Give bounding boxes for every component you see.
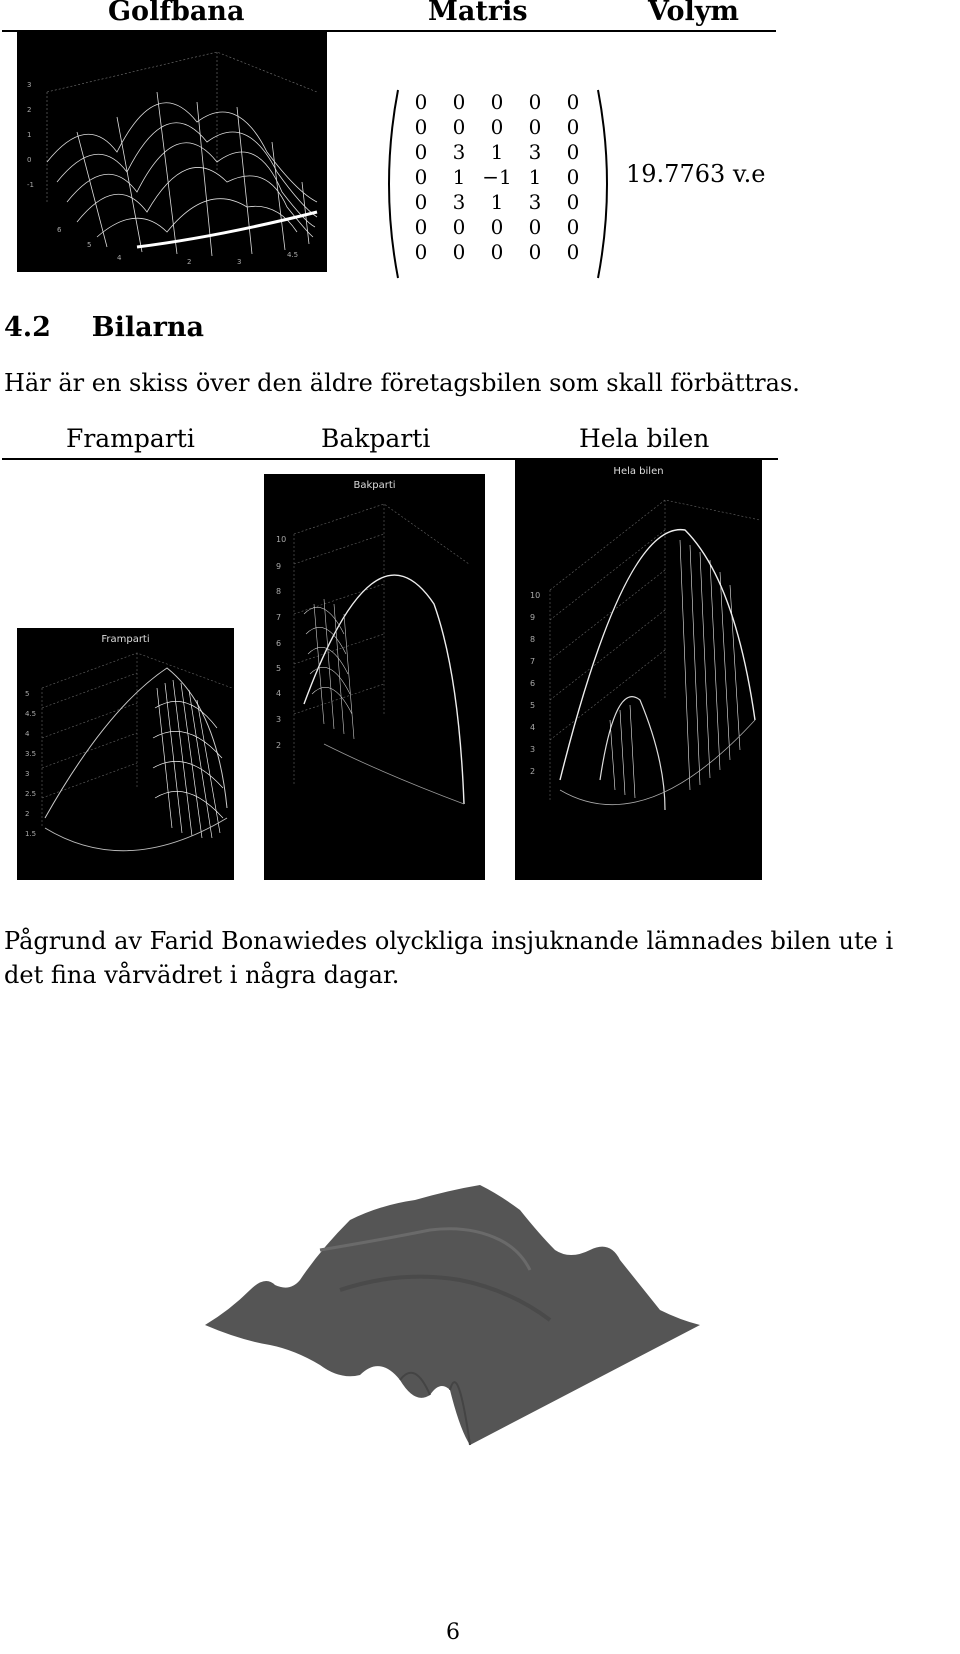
bak-tick: 2 [276,741,282,750]
section-heading [4,312,204,343]
fram-tick: 1.5 [25,830,37,838]
hela-tick: 9 [530,613,536,622]
matrix-cell: 0 [566,115,580,139]
matrix-cell: 3 [528,190,542,214]
matrix-cell: 0 [566,240,580,264]
fram-tick: 2.5 [25,790,37,798]
matrix-row [402,115,592,140]
header-matris: Matris [428,0,528,27]
body-paragraph: Pågrund av Farid Bonawiedes olyckliga insjuknande lämnades bilen ute i det fina vårvädret i några dagar. [4,927,894,989]
hela-tick: 8 [530,635,536,644]
fram-tick: 5 [25,690,30,698]
header-framparti: Framparti [66,424,195,453]
bak-tick: 9 [276,562,282,571]
matrix-row [402,140,592,165]
matrix-row [402,240,592,265]
framparti-plot [17,628,234,880]
hela-bilen-plot-title: Hela bilen [613,466,664,477]
matrix-cell: 1 [490,140,504,164]
hela-tick: 4 [530,723,536,732]
section-title: Bilarna [91,312,204,343]
header-hela-bilen: Hela bilen [579,424,710,453]
matrix-cell: 0 [452,90,466,114]
matrix-table [402,90,592,265]
matrix-cell: 0 [490,115,504,139]
golf-course-surface-render [200,1180,710,1450]
fram-tick: 2 [25,810,30,818]
bakparti-plot [264,474,485,880]
svg-text:2: 2 [187,258,192,266]
bak-tick: 7 [276,613,282,622]
fram-tick: 3 [25,770,30,778]
matrix-row [402,90,592,115]
fram-tick: 4 [25,730,30,738]
matrix-cell: 0 [566,215,580,239]
svg-text:4: 4 [117,254,122,262]
matrix [380,88,616,280]
matrix-cell: 1 [490,190,504,214]
svg-text:1: 1 [27,131,32,139]
svg-text:-1: -1 [27,181,34,189]
matrix-cell: 0 [490,215,504,239]
matrix-cell: 0 [414,115,428,139]
fram-tick: 4.5 [25,710,37,718]
matrix-cell: 0 [566,140,580,164]
matrix-cell: 0 [414,90,428,114]
matrix-cell: 3 [528,140,542,164]
intro-paragraph: Här är en skiss över den äldre företagsbilen som skall förbättras. [4,369,800,397]
svg-text:3: 3 [237,258,242,266]
matrix-cell: 0 [414,215,428,239]
matrix-cell: 0 [528,115,542,139]
matrix-row [402,215,592,240]
matrix-cell: 1 [528,165,542,189]
matrix-cell: 0 [414,140,428,164]
matrix-cell: 0 [528,240,542,264]
matrix-cell: 1 [452,165,466,189]
matrix-cell: −1 [482,165,512,189]
matrix-cell: 0 [452,115,466,139]
golfbana-surface-plot [17,32,327,272]
matrix-cell: 0 [414,190,428,214]
bak-tick: 6 [276,639,282,648]
matrix-cell: 0 [414,240,428,264]
svg-text:4.5: 4.5 [287,251,299,259]
matrix-cell: 0 [528,215,542,239]
matrix-cell: 0 [566,165,580,189]
hela-tick: 5 [530,701,536,710]
hela-tick: 10 [530,591,541,600]
hela-tick: 7 [530,657,536,666]
matrix-row [402,165,592,190]
section-number: 4.2 [4,312,51,343]
matrix-cell: 0 [452,240,466,264]
fram-tick: 3.5 [25,750,37,758]
bakparti-plot-title: Bakparti [353,480,396,491]
header-volym: Volym [648,0,739,27]
header-bakparti: Bakparti [321,424,431,453]
page-number: 6 [446,1620,460,1645]
svg-text:6: 6 [57,226,62,234]
hela-tick: 3 [530,745,536,754]
bak-tick: 3 [276,715,282,724]
volume-value: 19.7763 v.e [626,160,766,188]
matrix-cell: 0 [566,90,580,114]
bak-tick: 10 [276,535,287,544]
matrix-cell: 0 [528,90,542,114]
svg-text:3: 3 [27,81,32,89]
hela-bilen-plot [515,460,762,880]
matrix-cell: 3 [452,190,466,214]
framparti-plot-title: Framparti [101,634,150,645]
hela-tick: 6 [530,679,536,688]
matrix-cell: 0 [490,90,504,114]
bak-tick: 4 [276,689,282,698]
matrix-row [402,190,592,215]
matrix-cell: 0 [452,215,466,239]
svg-text:2: 2 [27,106,32,114]
svg-text:0: 0 [27,156,32,164]
header-golfbana: Golfbana [108,0,245,27]
svg-text:5: 5 [87,241,92,249]
matrix-cell: 0 [566,190,580,214]
bak-tick: 5 [276,664,282,673]
matrix-cell: 0 [414,165,428,189]
bak-tick: 8 [276,587,282,596]
matrix-cell: 0 [490,240,504,264]
hela-tick: 2 [530,767,536,776]
matrix-cell: 3 [452,140,466,164]
